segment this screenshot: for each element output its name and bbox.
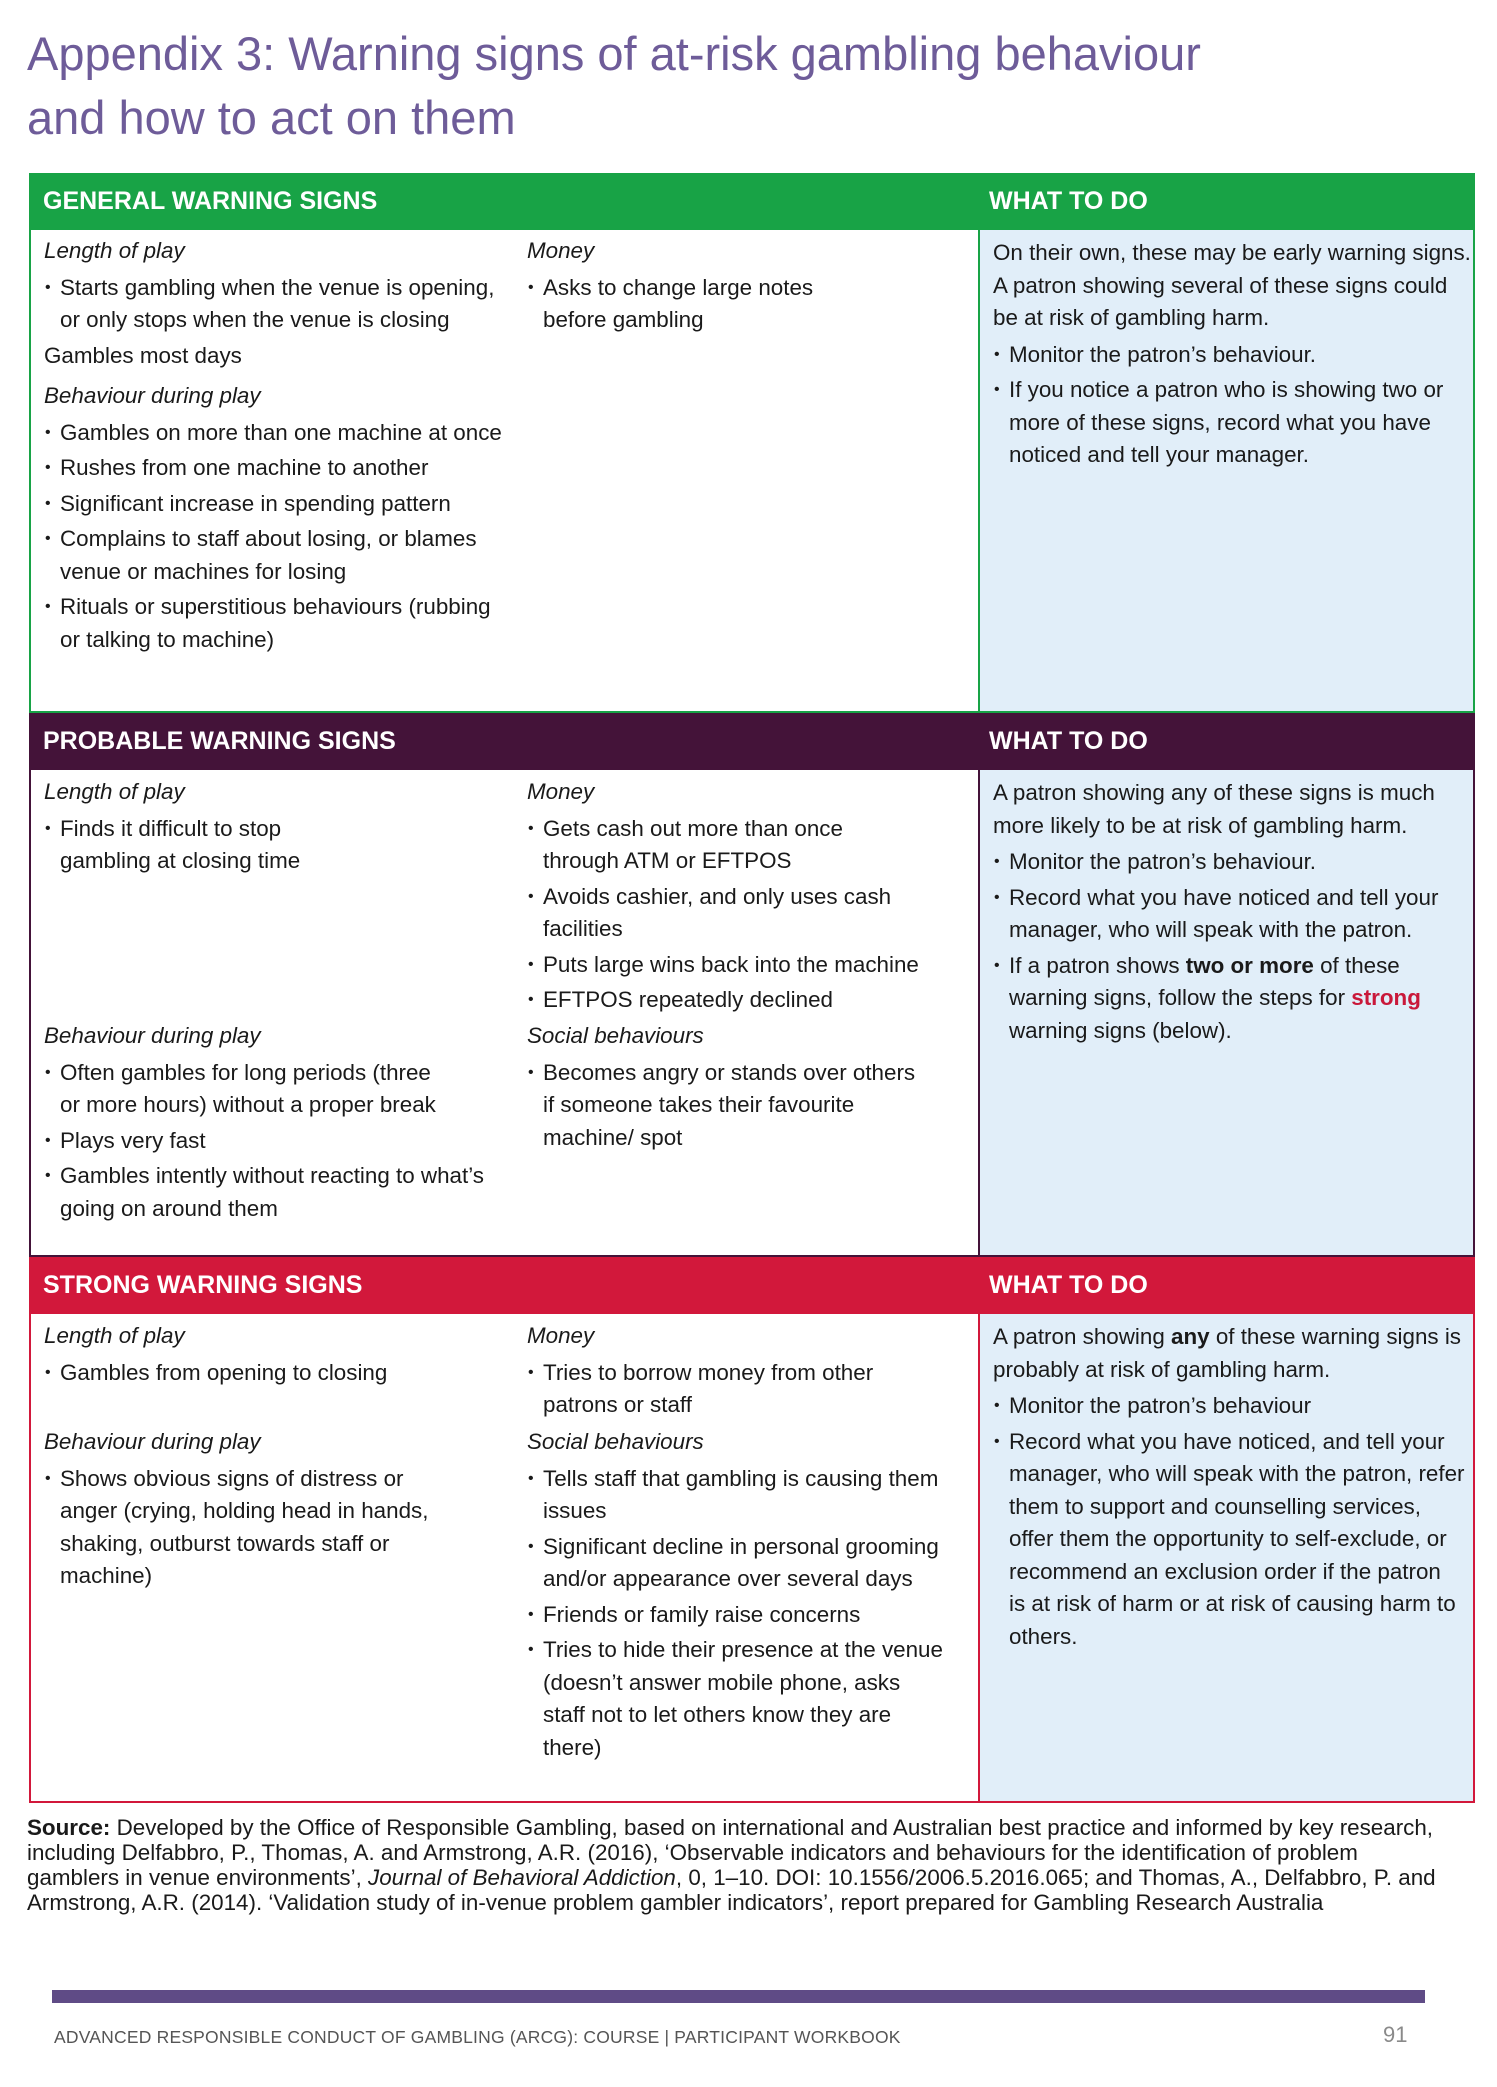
strong-todo-tail: is at risk of harm or at risk of causing harm to others. xyxy=(1009,1591,1456,1649)
list-item: • Asks to change large notes before gambling xyxy=(527,272,857,337)
probable-col-2a xyxy=(527,776,987,1020)
list-item: • Significant increase in spending pattern xyxy=(44,488,514,521)
strong-header: STRONG WARNING SIGNS xyxy=(43,1271,363,1299)
general-todo-header: WHAT TO DO xyxy=(989,187,1148,215)
list-item: • Finds it difficult to stop gambling at closing time xyxy=(44,813,360,878)
strong-todo-intro-b: of these warning signs is probably at risk of gambling harm. xyxy=(993,1324,1461,1382)
strong-col-1a xyxy=(44,1320,514,1392)
probable-length-list xyxy=(44,813,514,878)
probable-body xyxy=(29,770,1475,1257)
strong-todo-intro-a: A patron showing xyxy=(993,1324,1171,1349)
strong-length-label: Length of play xyxy=(44,1323,185,1348)
general-behaviour-label: Behaviour during play xyxy=(44,383,261,408)
probable-social-label: Social behaviours xyxy=(527,1023,704,1048)
probable-todo-last-c: warning signs (below). xyxy=(1009,1017,1232,1043)
probable-col-1b xyxy=(44,1020,514,1228)
page-number: 91 xyxy=(1383,2022,1408,2047)
strong-todo-header: WHAT TO DO xyxy=(989,1271,1148,1299)
strong-todo-intro-bold: any xyxy=(1171,1324,1210,1349)
source-text-a: Developed by the Office of Responsible Gambling, based on international and Australian best practice and informed by key research, including Delfabbro, P., Thomas, A. and Armstrong, A.R. (2016), ‘Observable indicators and behaviours for the identification of problem gamblers in venue environments’, xyxy=(27,1815,1434,1890)
general-money-list xyxy=(527,272,857,337)
strong-todo-list xyxy=(993,1390,1471,1588)
general-todo-intro: On their own, these may be early warning signs. A patron showing several of these signs could be at risk of gambling harm. xyxy=(993,240,1471,330)
list-item: • Often gambles for long periods (three or more hours) without a proper break xyxy=(44,1057,450,1122)
general-body xyxy=(29,230,1475,713)
general-length-extra: Gambles most days xyxy=(44,342,242,368)
strong-money-list xyxy=(527,1357,947,1422)
list-item: • Significant decline in personal grooming and/or appearance over several days xyxy=(527,1531,947,1596)
list-item: • Monitor the patron’s behaviour. xyxy=(993,339,1471,372)
strong-col-todo xyxy=(993,1321,1471,1653)
page-title xyxy=(27,22,1427,150)
probable-col-todo xyxy=(993,777,1463,1050)
list-item: • Rituals or superstitious behaviours (rubbing or talking to machine) xyxy=(44,591,514,656)
list-item: • Avoids cashier, and only uses cash facilities xyxy=(527,881,893,946)
footer-bar xyxy=(52,1990,1425,2003)
footer-text: ADVANCED RESPONSIBLE CONDUCT OF GAMBLING (ARCG): COURSE | PARTICIPANT WORKBOOK xyxy=(54,2027,901,2047)
general-behaviour-list xyxy=(44,417,514,657)
list-item: • Gambles intently without reacting to what’s going on around them xyxy=(44,1160,500,1225)
source-text-b: , 0, 1–10. DOI: 10.1556/2006.5.2016.065; and Thomas, A., Delfabbro, P. and Armstrong, A.R. (2014). ‘Validation study of in-venue problem gambler indicators’, report prepared for Gambling Research Australia xyxy=(27,1865,1436,1915)
probable-money-label: Money xyxy=(527,779,595,804)
source-label: Source: xyxy=(27,1815,111,1840)
strong-social-label: Social behaviours xyxy=(527,1429,704,1454)
general-col-1 xyxy=(44,235,514,659)
probable-todo-last-red: strong xyxy=(1351,985,1421,1010)
list-item: • Tells staff that gambling is causing them issues xyxy=(527,1463,947,1528)
list-item: • Monitor the patron’s behaviour. xyxy=(993,846,1463,879)
strong-body xyxy=(29,1314,1475,1803)
strong-todo-intro xyxy=(993,1321,1471,1386)
probable-behaviour-label: Behaviour during play xyxy=(44,1023,261,1048)
probable-social-list xyxy=(527,1057,917,1155)
probable-col-1a xyxy=(44,776,514,881)
general-length-list xyxy=(44,272,514,337)
general-header: GENERAL WARNING SIGNS xyxy=(43,187,378,215)
strong-behaviour-list xyxy=(44,1463,514,1593)
page-title-line-1: Appendix 3: Warning signs of at-risk gambling behaviour xyxy=(27,27,1201,80)
probable-todo-list xyxy=(993,846,1463,1047)
general-length-label: Length of play xyxy=(44,238,185,263)
probable-todo-last-a: If a patron shows xyxy=(1009,952,1186,978)
strong-social-list xyxy=(527,1463,947,1765)
list-item xyxy=(993,950,1463,1048)
list-item: • Gambles on more than one machine at once xyxy=(44,417,514,450)
list-item: • Record what you have noticed and tell your manager, who will speak with the patron. xyxy=(993,882,1463,947)
general-col-todo xyxy=(993,237,1471,475)
probable-todo-last-b: of these warning signs, follow the steps for xyxy=(1009,952,1400,1010)
probable-money-list xyxy=(527,813,987,1017)
list-item: • Gets cash out more than once through ATM or EFTPOS xyxy=(527,813,893,878)
strong-col-2a xyxy=(527,1320,947,1425)
list-item: • Gambles from opening to closing xyxy=(44,1357,514,1390)
list-item: • Friends or family raise concerns xyxy=(527,1599,947,1632)
probable-todo-last-bold: two or more xyxy=(1185,952,1314,978)
page-title-line-2: and how to act on them xyxy=(27,91,516,144)
list-item: • Tries to borrow money from other patrons or staff xyxy=(527,1357,947,1422)
general-money-label: Money xyxy=(527,238,595,263)
general-col-2 xyxy=(527,235,857,340)
source-journal: Journal of Behavioral Addiction xyxy=(368,1865,676,1890)
strong-col-1b xyxy=(44,1426,514,1596)
strong-length-list xyxy=(44,1357,514,1390)
list-item: • Complains to staff about losing, or blames venue or machines for losing xyxy=(44,523,514,588)
probable-todo-header: WHAT TO DO xyxy=(989,727,1148,755)
source-note xyxy=(27,1815,1447,1915)
probable-header: PROBABLE WARNING SIGNS xyxy=(43,727,396,755)
probable-behaviour-list xyxy=(44,1057,514,1226)
strong-col-2b xyxy=(527,1426,947,1767)
probable-todo-intro: A patron showing any of these signs is much more likely to be at risk of gambling harm. xyxy=(993,780,1435,838)
list-item: • Record what you have noticed, and tell your manager, who will speak with the patron, refer them to support and counselling services, offer them the opportunity to self-exclude, or recommend an exclusion order if the patron xyxy=(993,1426,1471,1589)
general-header-bar xyxy=(29,173,1475,230)
list-item: • If you notice a patron who is showing two or more of these signs, record what you have noticed and tell your manager. xyxy=(993,374,1471,472)
list-item: • Starts gambling when the venue is opening, or only stops when the venue is closing xyxy=(44,272,514,337)
list-item: • Monitor the patron’s behaviour xyxy=(993,1390,1471,1423)
list-item: • EFTPOS repeatedly declined xyxy=(527,984,987,1017)
list-item: • Tries to hide their presence at the venue (doesn’t answer mobile phone, asks staff not to let others know they are there) xyxy=(527,1634,947,1764)
probable-col-2b xyxy=(527,1020,917,1157)
strong-behaviour-label: Behaviour during play xyxy=(44,1429,261,1454)
list-item: • Puts large wins back into the machine xyxy=(527,949,987,982)
strong-money-label: Money xyxy=(527,1323,595,1348)
probable-header-bar xyxy=(29,713,1475,770)
general-todo-list xyxy=(993,339,1471,472)
probable-length-label: Length of play xyxy=(44,779,185,804)
list-item: • Becomes angry or stands over others if someone takes their favourite machine/ spot xyxy=(527,1057,917,1155)
strong-header-bar xyxy=(29,1257,1475,1314)
list-item: • Rushes from one machine to another xyxy=(44,452,514,485)
list-item: • Plays very fast xyxy=(44,1125,514,1158)
list-item: • Shows obvious signs of distress or anger (crying, holding head in hands, shaking, outburst towards staff or machine) xyxy=(44,1463,460,1593)
